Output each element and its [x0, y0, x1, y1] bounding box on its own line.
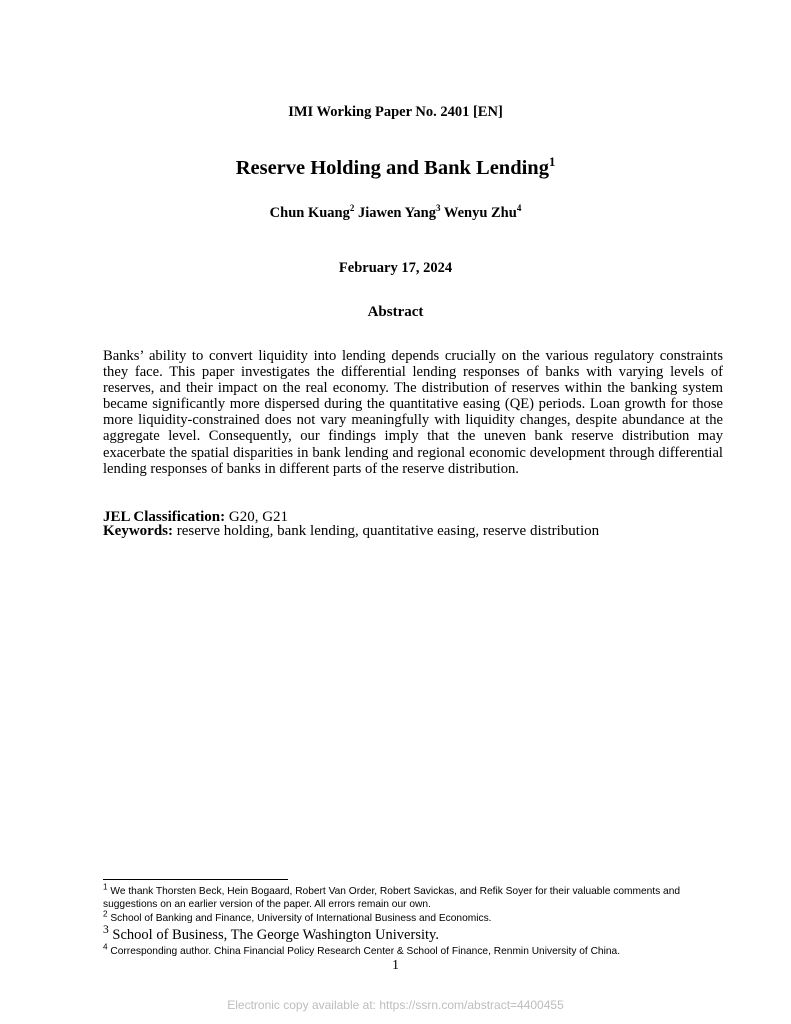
paper-title-text: Reserve Holding and Bank Lending — [235, 157, 549, 179]
page-number: 1 — [392, 958, 399, 973]
footnote-text: School of Banking and Finance, University of International Business and Economics. — [110, 913, 492, 924]
keywords-list: reserve holding, bank lending, quantitative easing, reserve distribution — [173, 523, 600, 539]
footnote-4 — [103, 942, 713, 958]
paper-title — [0, 157, 791, 180]
footnote-mark: 2 — [103, 909, 108, 919]
footnote-3 — [103, 923, 713, 944]
footnote-text: We thank Thorsten Beck, Hein Bogaard, Robert Van Order, Robert Savickas, and Refik Soyer for their valuable comments and suggestions on an earlier version of the paper. All errors remain our own. — [103, 886, 681, 910]
footnote-text: School of Business, The George Washington University. — [112, 927, 439, 943]
author-list — [0, 205, 791, 222]
footnote-text: Corresponding author. China Financial Policy Research Center & School of Finance, Renmin University of China. — [110, 946, 621, 957]
author-footnote-mark[interactable]: 2 — [349, 203, 355, 214]
abstract-heading: Abstract — [367, 304, 424, 320]
working-paper-series: IMI Working Paper No. 2401 [EN] — [288, 104, 503, 120]
author-name: Chun Kuang — [269, 205, 350, 221]
footnote-mark: 3 — [103, 923, 109, 937]
footnote-1 — [103, 882, 713, 911]
author-footnote-mark[interactable]: 3 — [436, 203, 441, 214]
jel-codes: G20, G21 — [225, 509, 289, 525]
ssrn-footer-link[interactable]: Electronic copy available at: https://ssrn.com/abstract=4400455 — [227, 998, 564, 1012]
jel-label: JEL Classification: — [103, 509, 226, 525]
footnote-mark: 1 — [103, 882, 108, 892]
footnote-2 — [103, 909, 713, 925]
publication-date: February 17, 2024 — [338, 260, 453, 276]
footnote-mark: 4 — [103, 942, 108, 952]
keywords-label: Keywords: — [103, 523, 173, 539]
author-name: Wenyu Zhu — [443, 205, 517, 221]
author-name: Jiawen Yang — [357, 205, 436, 221]
footnote-divider — [103, 879, 288, 880]
abstract-body: Banks’ ability to convert liquidity into lending depends crucially on the various regulatory constraints they face. This paper investigates the differential lending responses of banks with varying levels of reserves, and their impact on the real economy. The distribution of reserves within the banking system became significantly more dispersed during the quantitative easing (QE) periods. Loan growth for those more liquidity-constrained does not vary meaningfully with liquidity changes, despite abundance at the aggregate level. Consequently, our findings imply that the uneven bank reserve distribution may exacerbate the spatial disparities in bank lending and regional economic development through differential lending responses of banks in different parts of the reserve distribution. — [103, 348, 723, 477]
keywords — [103, 523, 599, 540]
author-footnote-mark[interactable]: 4 — [516, 203, 522, 214]
title-footnote-mark[interactable]: 1 — [548, 155, 556, 170]
